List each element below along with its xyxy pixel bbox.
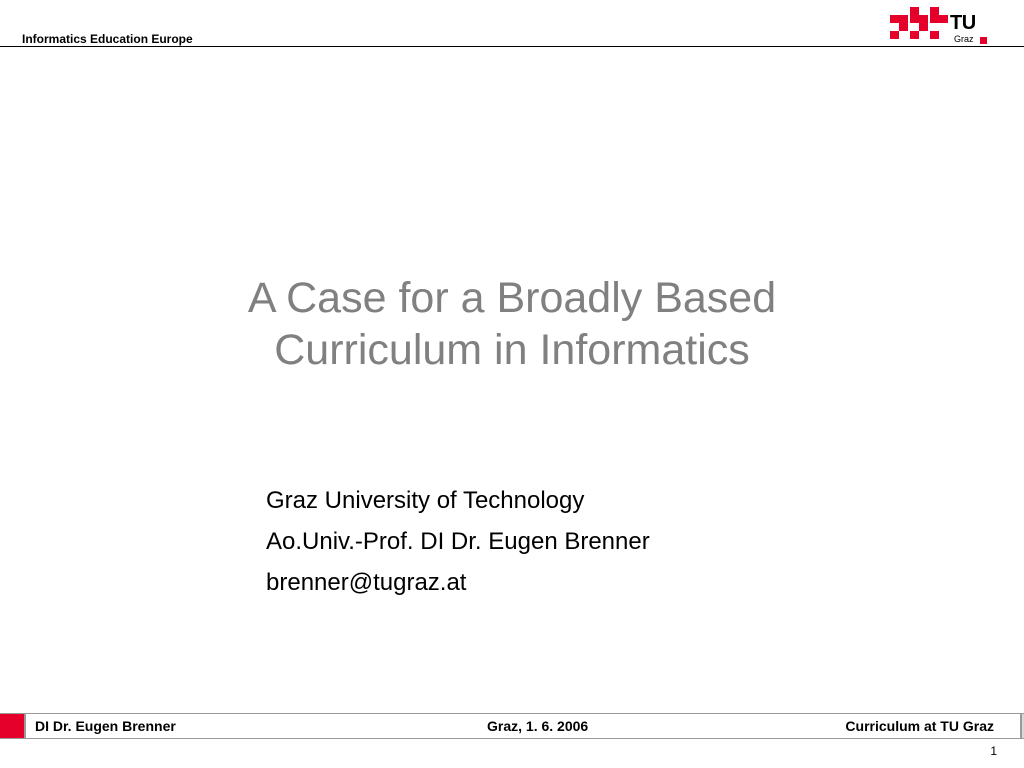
footer-bar (0, 713, 1024, 739)
slide-title-line-1: A Case for a Broadly Based (247, 274, 777, 322)
author-name: Ao.Univ.-Prof. DI Dr. Eugen Brenner (266, 528, 650, 555)
logo-square-icon (980, 37, 987, 44)
header-title: Informatics Education Europe (22, 32, 193, 46)
logo-text: TU (950, 12, 976, 34)
logo-subtext: Graz (954, 34, 974, 44)
footer-accent (0, 714, 24, 738)
author-info (266, 480, 650, 603)
header-divider (0, 46, 1024, 47)
tu-graz-logo (888, 5, 990, 45)
tu-graz-logo-icon (888, 5, 950, 45)
page-number: 1 (990, 744, 997, 758)
author-email: brenner@tugraz.at (266, 569, 467, 596)
footer-date: Graz, 1. 6. 2006 (487, 718, 589, 734)
footer-author: DI Dr. Eugen Brenner (35, 718, 176, 734)
author-institution: Graz University of Technology (266, 487, 585, 514)
footer-topic: Curriculum at TU Graz (845, 718, 994, 734)
slide-title-line-2: Curriculum in Informatics (274, 326, 750, 374)
slide-title (162, 272, 862, 376)
